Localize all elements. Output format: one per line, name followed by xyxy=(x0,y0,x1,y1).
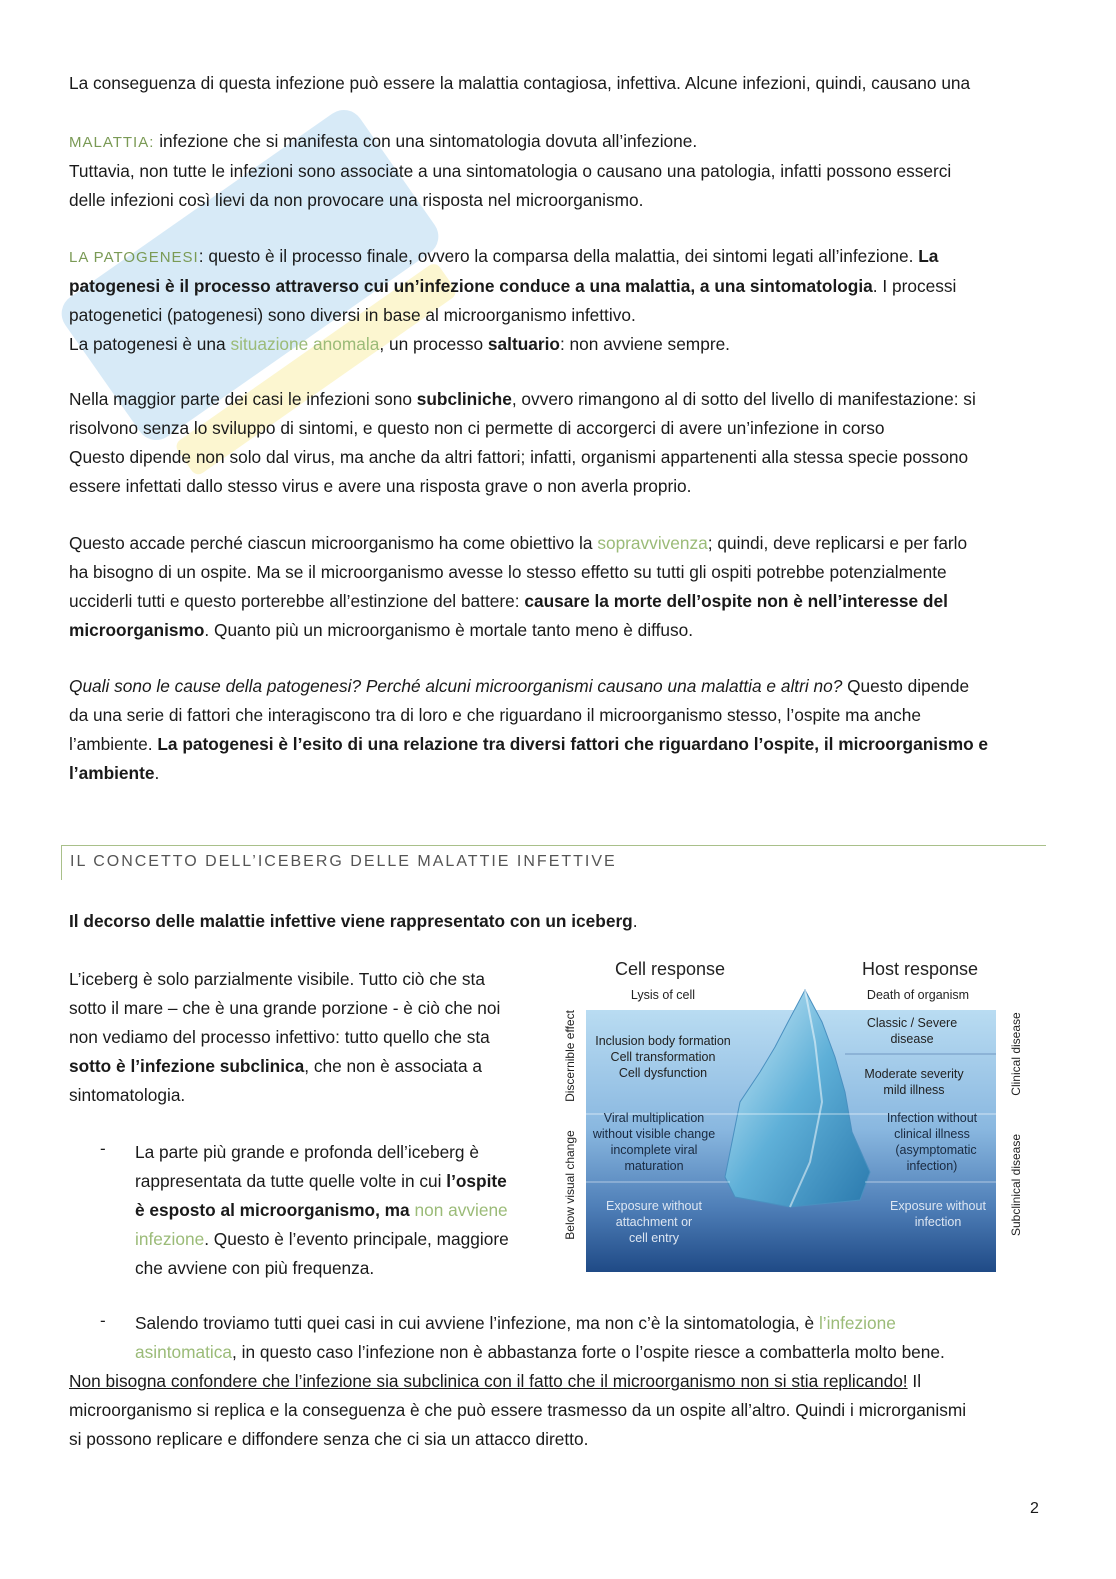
text: , che non è associata a xyxy=(304,1056,482,1076)
text: . Questo è l’evento principale, maggiore xyxy=(204,1229,509,1249)
label: Inclusion body formation xyxy=(595,1034,731,1048)
text: situazione anomala xyxy=(230,334,380,354)
text: ha bisogno di un ospite. Ma se il microorganismo avesse lo stesso effetto su tutti gli ospiti potrebbe potenzialmente xyxy=(69,562,947,582)
label: mild illness xyxy=(883,1083,945,1097)
text: risolvono senza lo sviluppo di sintomi, e questo non ci permette di accorgerci di avere un’infezione in corso xyxy=(69,418,885,438)
text: microorganismo si replica e la conseguenza è che può essere trasmesso da un ospite all’altro. Quindi i microrganismi xyxy=(69,1400,967,1420)
label: Exposure without xyxy=(890,1199,986,1213)
text: microorganismo xyxy=(69,620,205,640)
page-number: 2 xyxy=(1030,1500,1039,1517)
label: cell entry xyxy=(628,1231,680,1245)
text: , un processo xyxy=(379,334,488,354)
text: da una serie di fattori che interagiscono tra di loro e che riguardano il microorganismo stesso, l’ospite ma anche xyxy=(69,705,922,725)
bullet-item-2 xyxy=(135,1309,1035,1367)
label: disease xyxy=(890,1032,934,1046)
paragraph-malattia xyxy=(69,127,1049,215)
text: è esposto al microorganismo, ma xyxy=(135,1200,415,1220)
text: Questo dipende xyxy=(842,676,970,696)
text: sotto il mare – che è una grande porzione - è ciò che noi xyxy=(69,998,501,1018)
text: non avviene xyxy=(414,1200,508,1220)
side-label-subclinical: Subclinical disease xyxy=(1009,1133,1023,1237)
label-patogenesi: LA PATOGENESI xyxy=(69,249,199,266)
label: infection xyxy=(914,1215,962,1229)
text: Quali sono le cause della patogenesi? Perché alcuni microorganismi causano una malattia e altri no? xyxy=(69,676,843,696)
text: Il xyxy=(907,1371,922,1391)
text: La parte più grande e profonda dell’iceberg è xyxy=(135,1142,479,1162)
text: causare la morte dell’ospite non è nell’interesse del xyxy=(524,591,948,611)
label: infection) xyxy=(906,1159,958,1173)
text: Questo dipende non solo dal virus, ma anche da altri fattori; infatti, organismi appartenenti alla stessa specie possono xyxy=(69,447,969,467)
text: Non bisogna confondere che l’infezione sia subclinica con il fatto che il microorganismo non si stia replicando! xyxy=(69,1371,908,1391)
text: non vediamo del processo infettivo: tutto quello che sta xyxy=(69,1027,490,1047)
text: . Quanto più un microorganismo è mortale tanto meno è diffuso. xyxy=(204,620,694,640)
text: sintomatologia. xyxy=(69,1085,186,1105)
paragraph-subcliniche xyxy=(69,385,1049,501)
text: subcliniche xyxy=(416,389,512,409)
iceberg-figure xyxy=(560,952,1030,1277)
label: Moderate severity xyxy=(864,1067,964,1081)
text: L’iceberg è solo parzialmente visibile. Tutto ciò che sta xyxy=(69,969,485,989)
text: ucciderli tutti e questo porterebbe all’estinzione del battere: xyxy=(69,591,525,611)
label: Exposure without xyxy=(606,1199,702,1213)
text: Salendo troviamo tutti quei casi in cui avviene l’infezione, ma non c’è la sintomatologia, è xyxy=(135,1313,819,1333)
text: infezione che si manifesta con una sintomatologia dovuta all’infezione. xyxy=(154,131,698,151)
text: Nella maggior parte dei casi le infezioni sono xyxy=(69,389,417,409)
text: . xyxy=(632,911,638,931)
text: che avviene con più frequenza. xyxy=(135,1258,375,1278)
text: l’infezione xyxy=(818,1313,896,1333)
label: clinical illness xyxy=(894,1127,970,1141)
text: , in questo caso l’infezione non è abbastanza forte o l’ospite riesce a combatterla molto bene. xyxy=(232,1342,945,1362)
label: Cell transformation xyxy=(610,1050,716,1064)
label: Cell dysfunction xyxy=(618,1066,708,1080)
paragraph-decorso xyxy=(69,907,1049,936)
text: infezione xyxy=(135,1229,205,1249)
death-label: Death of organism xyxy=(866,988,970,1002)
side-label-discernible: Discernible effect xyxy=(563,1010,577,1102)
label-malattia: MALATTIA: xyxy=(69,134,155,151)
cell-response-title: Cell response xyxy=(614,959,726,979)
text: patogenesi è il processo attraverso cui un’infezione conduce a una malattia, a una sintomatologia xyxy=(69,276,873,296)
text: patogenetici (patogenesi) sono diversi in base al microorganismo infettivo. xyxy=(69,305,636,325)
label: Viral multiplication xyxy=(603,1111,705,1125)
section-heading-box xyxy=(61,845,1046,880)
text: l’ospite xyxy=(446,1171,507,1191)
text: l’ambiente. xyxy=(69,734,158,754)
text: delle infezioni così lievi da non provocare una risposta nel microorganismo. xyxy=(69,190,644,210)
text: . xyxy=(154,763,160,783)
side-label-clinical: Clinical disease xyxy=(1009,1012,1023,1096)
paragraph-cause xyxy=(69,672,1049,788)
text: rappresentata da tutte quelle volte in cui xyxy=(135,1171,447,1191)
label: Classic / Severe xyxy=(866,1016,958,1030)
text: La patogenesi è l’esito di una relazione tra diversi fattori che riguardano l’ospite, il microorganismo e xyxy=(157,734,989,754)
lysis-label: Lysis of cell xyxy=(630,988,696,1002)
text: Il decorso delle malattie infettive viene rappresentato con un iceberg xyxy=(69,911,633,931)
host-response-title: Host response xyxy=(861,959,979,979)
text: asintomatica xyxy=(135,1342,233,1362)
side-label-below: Below visual change xyxy=(563,1130,577,1240)
bullet-item-1 xyxy=(135,1138,555,1283)
label: without visible change xyxy=(592,1127,716,1141)
text: essere infettati dallo stesso virus e avere una risposta grave o non averla proprio. xyxy=(69,476,692,496)
label: incomplete viral xyxy=(610,1143,698,1157)
label: maturation xyxy=(624,1159,684,1173)
text: Questo accade perché ciascun microorganismo ha come obiettivo la xyxy=(69,533,598,553)
text: si possono replicare e diffondere senza che ci sia un attacco diretto. xyxy=(69,1429,589,1449)
text: . I processi xyxy=(872,276,957,296)
text: ; quindi, deve replicarsi e per farlo xyxy=(707,533,968,553)
text: La xyxy=(918,246,939,266)
text: : questo è il processo finale, ovvero la comparsa della malattia, dei sintomi legati all’infezione. xyxy=(198,246,919,266)
paragraph-final xyxy=(69,1367,1049,1454)
label: attachment or xyxy=(615,1215,693,1229)
text: Tuttavia, non tutte le infezioni sono associate a una sintomatologia o causano una patologia, infatti possono esserci xyxy=(69,161,952,181)
text: l’ambiente xyxy=(69,763,155,783)
bullet-dash: - xyxy=(100,1311,106,1330)
paragraph-patogenesi xyxy=(69,242,1049,359)
text: La patogenesi è una xyxy=(69,334,231,354)
bullet-dash: - xyxy=(100,1139,106,1158)
text: : non avviene sempre. xyxy=(559,334,730,354)
text: sotto è l’infezione subclinica xyxy=(69,1056,305,1076)
text: , ovvero rimangono al di sotto del livello di manifestazione: si xyxy=(511,389,976,409)
text: sopravvivenza xyxy=(597,533,708,553)
text: saltuario xyxy=(487,334,560,354)
paragraph-iceberg xyxy=(69,965,549,1110)
paragraph-intro: La conseguenza di questa infezione può essere la malattia contagiosa, infettiva. Alcune infezioni, quindi, causano una xyxy=(69,73,971,93)
label: (asymptomatic xyxy=(895,1143,977,1157)
paragraph-sopravvivenza xyxy=(69,529,1049,645)
label: Infection without xyxy=(886,1111,978,1125)
section-heading: IL CONCETTO DELL’ICEBERG DELLE MALATTIE INFETTIVE xyxy=(70,853,617,870)
